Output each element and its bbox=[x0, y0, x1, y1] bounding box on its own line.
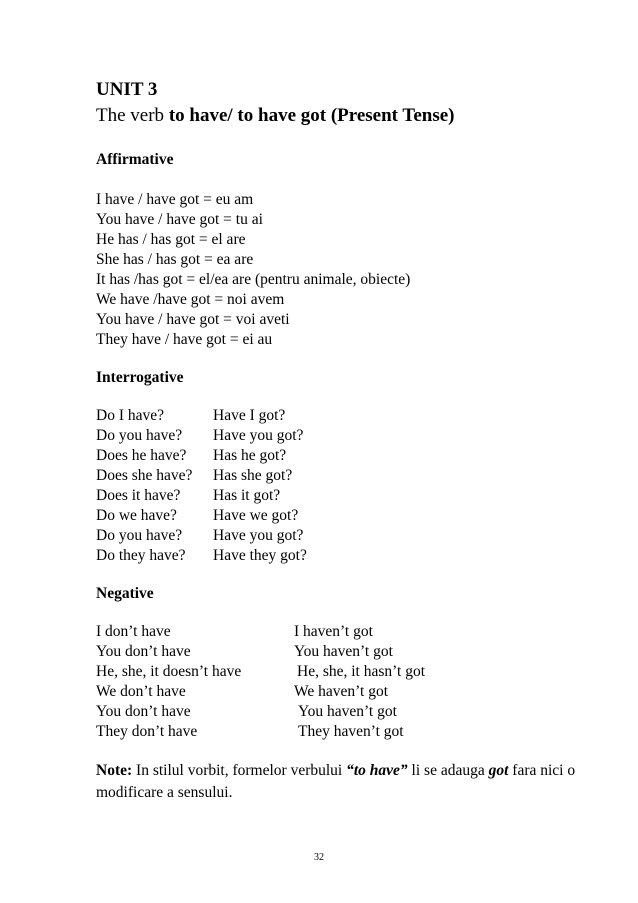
interrogative-question: Do you have? bbox=[96, 427, 183, 444]
negative-heading: Negative bbox=[96, 585, 154, 602]
page-title bbox=[96, 104, 455, 128]
page-number: 32 bbox=[314, 852, 324, 863]
interrogative-got-form: Has she got? bbox=[213, 467, 293, 484]
note-text: li se adauga bbox=[407, 762, 489, 779]
interrogative-got-form: Have you got? bbox=[213, 427, 304, 444]
negative-have-form: They don’t have bbox=[96, 723, 198, 740]
negative-got-form: We haven’t got bbox=[294, 683, 389, 700]
note-got: got bbox=[488, 762, 509, 779]
affirmative-line: You have / have got = voi aveti bbox=[96, 311, 290, 328]
interrogative-question: Does it have? bbox=[96, 487, 181, 504]
interrogative-question: Does she have? bbox=[96, 467, 193, 484]
negative-have-form: He, she, it doesn’t have bbox=[96, 663, 242, 680]
negative-got-form: You haven’t got bbox=[298, 703, 397, 720]
usage-note bbox=[96, 760, 596, 804]
negative-have-form: You don’t have bbox=[96, 643, 191, 660]
note-label: Note: bbox=[96, 762, 133, 779]
interrogative-heading: Interrogative bbox=[96, 369, 184, 386]
note-text: fara nici o modificare a sensului. bbox=[96, 762, 576, 801]
interrogative-got-form: Has he got? bbox=[213, 447, 287, 464]
affirmative-heading: Affirmative bbox=[96, 151, 174, 168]
affirmative-line: He has / has got = el are bbox=[96, 231, 246, 248]
negative-got-form: He, she, it hasn’t got bbox=[297, 663, 426, 680]
affirmative-line: You have / have got = tu ai bbox=[96, 211, 263, 228]
interrogative-got-form: Has it got? bbox=[213, 487, 281, 504]
affirmative-line: They have / have got = ei au bbox=[96, 331, 273, 348]
affirmative-line: I have / have got = eu am bbox=[96, 191, 254, 208]
interrogative-got-form: Have I got? bbox=[213, 407, 286, 424]
affirmative-line: We have /have got = noi avem bbox=[96, 291, 285, 308]
note-quote: “to have” bbox=[346, 762, 408, 779]
negative-got-form: I haven’t got bbox=[294, 623, 373, 640]
interrogative-question: Do I have? bbox=[96, 407, 164, 424]
note-text: In stilul vorbit, formelor verbului bbox=[132, 762, 347, 779]
interrogative-got-form: Have you got? bbox=[213, 527, 304, 544]
negative-have-form: We don’t have bbox=[96, 683, 186, 700]
interrogative-question: Do we have? bbox=[96, 507, 177, 524]
interrogative-question: Do they have? bbox=[96, 547, 186, 564]
negative-have-form: I don’t have bbox=[96, 623, 171, 640]
title-bold: to have/ to have got (Present Tense) bbox=[168, 105, 455, 126]
interrogative-got-form: Have we got? bbox=[213, 507, 299, 524]
affirmative-line: She has / has got = ea are bbox=[96, 251, 254, 268]
interrogative-question: Do you have? bbox=[96, 527, 183, 544]
interrogative-got-form: Have they got? bbox=[213, 547, 307, 564]
affirmative-line: It has /has got = el/ea are (pentru animale, obiecte) bbox=[96, 271, 411, 288]
negative-have-form: You don’t have bbox=[96, 703, 191, 720]
negative-got-form: You haven’t got bbox=[294, 643, 393, 660]
interrogative-question: Does he have? bbox=[96, 447, 187, 464]
unit-heading: UNIT 3 bbox=[96, 79, 158, 100]
title-prefix: The verb bbox=[96, 105, 169, 126]
negative-got-form: They haven’t got bbox=[298, 723, 404, 740]
